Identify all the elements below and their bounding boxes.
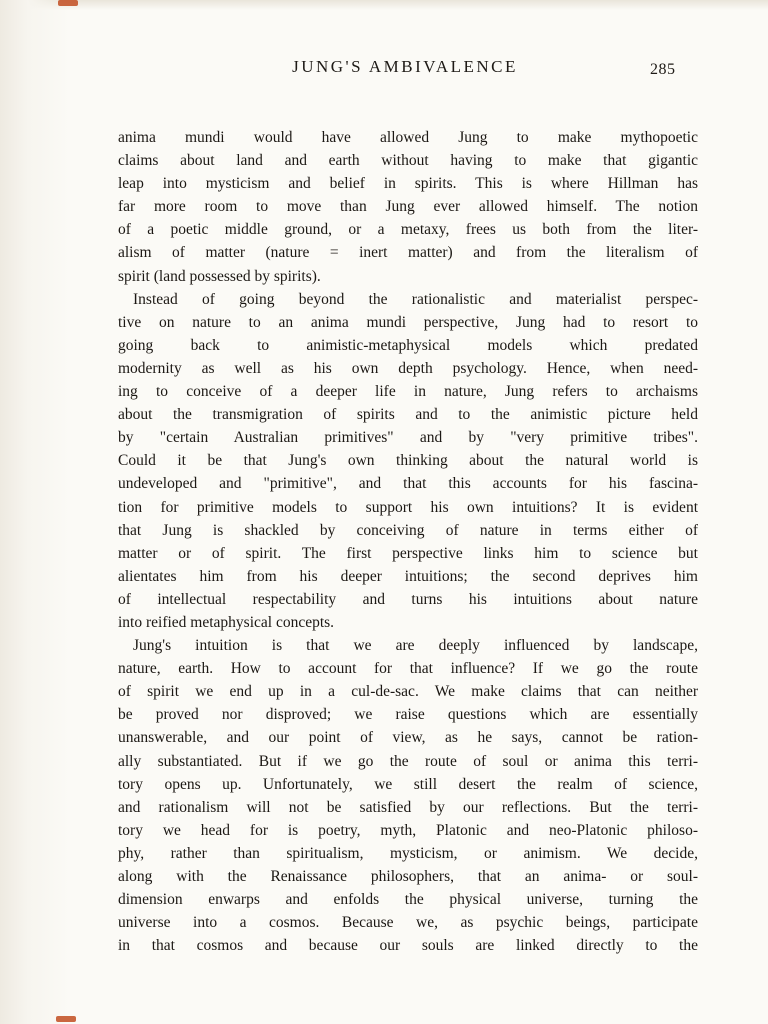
text-line: dimension enwarps and enfolds the physical universe, turning the (118, 891, 698, 909)
text-line: spirit (land possessed by spirits). (118, 267, 321, 285)
text-line: modernity as well as his own depth psychology. Hence, when need- (118, 359, 698, 377)
text-line: undeveloped and "primitive", and that this accounts for his fascina- (118, 475, 698, 493)
text-line: alientates him from his deeper intuitions; the second deprives him (118, 567, 698, 585)
text-line: about the transmigration of spirits and to the animistic picture held (118, 406, 698, 424)
page-binding-shadow (0, 0, 70, 1024)
text-line: leap into mysticism and belief in spirits. This is where Hillman has (118, 175, 698, 193)
text-line: ing to conceive of a deeper life in nature, Jung refers to archaisms (118, 383, 698, 401)
text-line: universe into a cosmos. Because we, as psychic beings, participate (118, 914, 698, 932)
text-line: ally substantiated. But if we go the route of soul or anima this terri- (118, 752, 698, 770)
text-line: of a poetic middle ground, or a metaxy, frees us both from the liter- (118, 221, 698, 239)
text-line: nature, earth. How to account for that influence? If we go the route (118, 660, 698, 678)
text-line: of intellectual respectability and turns his intuitions about nature (118, 590, 698, 608)
running-head-title: JUNG'S AMBIVALENCE (292, 57, 518, 76)
text-line: by "certain Australian primitives" and by "very primitive tribes". (118, 429, 698, 447)
page-number: 285 (650, 61, 676, 78)
page-corner-mark (56, 1016, 76, 1022)
text-line: and rationalism will not be satisfied by our reflections. But the terri- (118, 798, 698, 816)
page-corner-mark (58, 0, 78, 6)
text-line: along with the Renaissance philosophers, that an anima- or soul- (118, 868, 698, 885)
text-line: going back to animistic-metaphysical models which predated (118, 336, 698, 354)
running-head (0, 55, 768, 83)
text-line: far more room to move than Jung ever allowed himself. The notion (118, 198, 698, 216)
text-line: tion for primitive models to support his own intuitions? It is evident (118, 498, 698, 516)
text-line: that Jung is shackled by conceiving of nature in terms either of (118, 521, 698, 539)
text-line: of spirit we end up in a cul-de-sac. We make claims that can neither (118, 683, 698, 701)
text-line: tory opens up. Unfortunately, we still desert the realm of science, (118, 775, 698, 793)
text-line: matter or of spirit. The first perspective links him to science but (118, 544, 698, 562)
text-line: tory we head for is poetry, myth, Platonic and neo-Platonic philoso- (118, 821, 698, 839)
text-line: Could it be that Jung's own thinking about the natural world is (118, 452, 698, 470)
text-line: alism of matter (nature = inert matter) and from the literalism of (118, 244, 698, 262)
text-line: be proved nor disproved; we raise questions which are essentially (118, 706, 698, 724)
text-line: into reified metaphysical concepts. (118, 613, 335, 631)
text-line: claims about land and earth without having to make that gigantic (118, 152, 698, 170)
text-line: anima mundi would have allowed Jung to make mythopoetic (118, 129, 698, 146)
text-line: tive on nature to an anima mundi perspective, Jung had to resort to (118, 313, 698, 331)
text-line: in that cosmos and because our souls are linked directly to the (118, 937, 698, 955)
text-line: unanswerable, and our point of view, as he says, cannot be ration- (118, 729, 698, 747)
body-text (118, 126, 698, 957)
text-line: phy, rather than spiritualism, mysticism, or animism. We decide, (118, 844, 698, 862)
text-line: Instead of going beyond the rationalistic and materialist perspec- (133, 290, 698, 308)
page-top-edge (0, 0, 768, 10)
text-line: Jung's intuition is that we are deeply influenced by landscape, (133, 637, 698, 655)
